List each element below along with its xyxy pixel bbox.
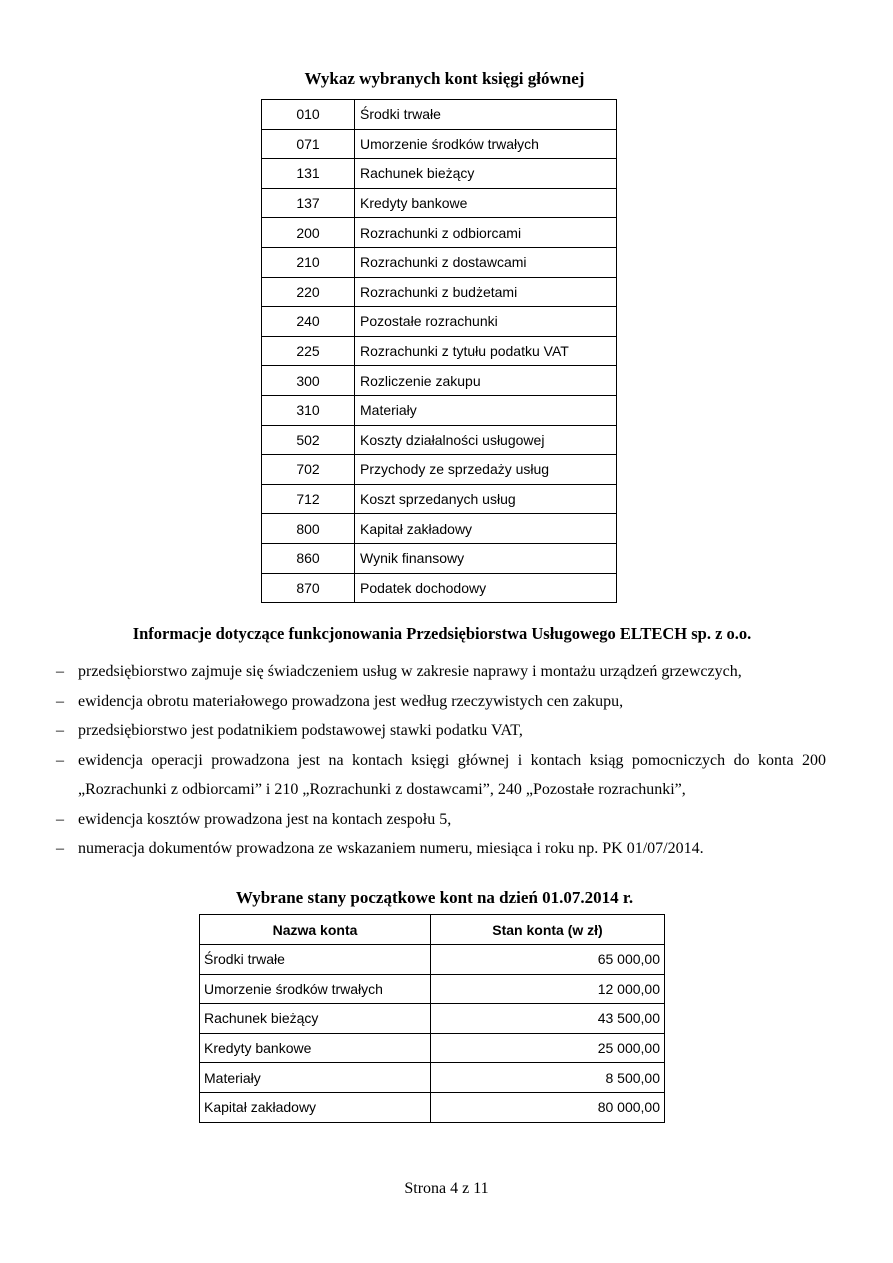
- account-name: Materiały: [355, 395, 617, 425]
- account-code: 220: [262, 277, 355, 307]
- table-row: [262, 484, 617, 514]
- account-code: 240: [262, 307, 355, 337]
- list-item-text: ewidencja obrotu materiałowego prowadzona jest według rzeczywistych cen zakupu,: [78, 692, 624, 710]
- header-balance: Stan konta (w zł): [431, 915, 665, 945]
- account-name: Koszt sprzedanych usług: [355, 484, 617, 514]
- account-code: 225: [262, 336, 355, 366]
- page-number: Strona 4 z 11: [404, 1180, 489, 1197]
- balance-account-name: Materiały: [200, 1063, 431, 1093]
- balance-account-name: Kredyty bankowe: [200, 1033, 431, 1063]
- bullet-dash: –: [56, 663, 64, 680]
- table-row: [262, 455, 617, 485]
- list-item-text: ewidencja kosztów prowadzona jest na kontach zespołu 5,: [78, 810, 452, 828]
- table-row: [200, 974, 665, 1004]
- account-name: Rachunek bieżący: [355, 159, 617, 189]
- accounts-table: [261, 99, 617, 603]
- table-row: [200, 1063, 665, 1093]
- account-name: Rozrachunki z odbiorcami: [355, 218, 617, 248]
- list-item: [56, 657, 826, 687]
- table-row: [262, 277, 617, 307]
- table-row: [262, 100, 617, 130]
- account-code: 137: [262, 188, 355, 218]
- list-item: [56, 805, 826, 835]
- table-row: [262, 573, 617, 603]
- account-code: 200: [262, 218, 355, 248]
- table-row: [262, 218, 617, 248]
- account-name: Rozrachunki z tytułu podatku VAT: [355, 336, 617, 366]
- account-code: 800: [262, 514, 355, 544]
- account-name: Wynik finansowy: [355, 543, 617, 573]
- table-row: [262, 307, 617, 337]
- account-code: 502: [262, 425, 355, 455]
- balance-account-name: Rachunek bieżący: [200, 1004, 431, 1034]
- balance-value: 8 500,00: [431, 1063, 665, 1093]
- table-row: [262, 129, 617, 159]
- bullet-dash: –: [56, 751, 64, 769]
- table-row: [200, 1004, 665, 1034]
- table-row: [262, 543, 617, 573]
- account-code: 870: [262, 573, 355, 603]
- table-header-row: [200, 915, 665, 945]
- balances-table: [199, 914, 665, 1123]
- account-code: 071: [262, 129, 355, 159]
- table-row: [262, 159, 617, 189]
- table-row: [200, 1033, 665, 1063]
- list-item: [56, 687, 826, 717]
- account-name: Kredyty bankowe: [355, 188, 617, 218]
- list-item-text: numeracja dokumentów prowadzona ze wskazaniem numeru, miesiąca i roku np. PK 01/07/2014.: [78, 840, 704, 857]
- account-code: 310: [262, 395, 355, 425]
- balance-value: 43 500,00: [431, 1004, 665, 1034]
- account-name: Podatek dochodowy: [355, 573, 617, 603]
- balance-value: 65 000,00: [431, 945, 665, 975]
- list-item-text: przedsiębiorstwo zajmuje się świadczeniem usług w zakresie naprawy i montażu urządzeń grzewczych,: [78, 663, 742, 680]
- info-title: Informacje dotyczące funkcjonowania Przedsiębiorstwa Usługowego ELTECH sp. z o.o.: [132, 624, 752, 643]
- bullet-dash: –: [56, 810, 64, 828]
- account-name: Rozrachunki z budżetami: [355, 277, 617, 307]
- account-code: 131: [262, 159, 355, 189]
- balance-account-name: Środki trwałe: [200, 945, 431, 975]
- table-row: [262, 188, 617, 218]
- account-code: 010: [262, 100, 355, 130]
- accounts-title: Wykaz wybranych kont księgi głównej: [304, 69, 585, 88]
- account-code: 300: [262, 366, 355, 396]
- account-name: Pozostałe rozrachunki: [355, 307, 617, 337]
- account-name: Przychody ze sprzedaży usług: [355, 455, 617, 485]
- account-name: Kapitał zakładowy: [355, 514, 617, 544]
- info-list: [56, 657, 826, 864]
- balance-account-name: Kapitał zakładowy: [200, 1092, 431, 1122]
- list-item: [56, 746, 826, 805]
- list-item: [56, 834, 826, 864]
- account-name: Środki trwałe: [355, 100, 617, 130]
- table-row: [200, 945, 665, 975]
- list-item-text: ewidencja operacji prowadzona jest na kontach księgi głównej i kontach ksiąg pomocniczych do konta 200 „Rozrachunki z odbiorcami” i 210 „Rozrachunki z dostawcami”, 240 „Pozostałe rozrachunki”,: [78, 751, 826, 798]
- table-row: [262, 425, 617, 455]
- table-row: [262, 336, 617, 366]
- header-account-name: Nazwa konta: [200, 915, 431, 945]
- balance-value: 12 000,00: [431, 974, 665, 1004]
- account-name: Rozrachunki z dostawcami: [355, 247, 617, 277]
- balance-value: 25 000,00: [431, 1033, 665, 1063]
- list-item-text: przedsiębiorstwo jest podatnikiem podstawowej stawki podatku VAT,: [78, 722, 523, 739]
- account-name: Umorzenie środków trwałych: [355, 129, 617, 159]
- balance-value: 80 000,00: [431, 1092, 665, 1122]
- bullet-dash: –: [56, 722, 64, 739]
- account-code: 860: [262, 543, 355, 573]
- table-row: [262, 247, 617, 277]
- balance-account-name: Umorzenie środków trwałych: [200, 974, 431, 1004]
- table-row: [262, 395, 617, 425]
- table-row: [262, 366, 617, 396]
- table-row: [262, 514, 617, 544]
- account-code: 712: [262, 484, 355, 514]
- account-name: Koszty działalności usługowej: [355, 425, 617, 455]
- bullet-dash: –: [56, 692, 64, 710]
- table-row: [200, 1092, 665, 1122]
- account-code: 702: [262, 455, 355, 485]
- list-item: [56, 716, 826, 746]
- bullet-dash: –: [56, 840, 64, 857]
- account-code: 210: [262, 247, 355, 277]
- balances-title: Wybrane stany początkowe kont na dzień 01.07.2014 r.: [235, 888, 634, 907]
- account-name: Rozliczenie zakupu: [355, 366, 617, 396]
